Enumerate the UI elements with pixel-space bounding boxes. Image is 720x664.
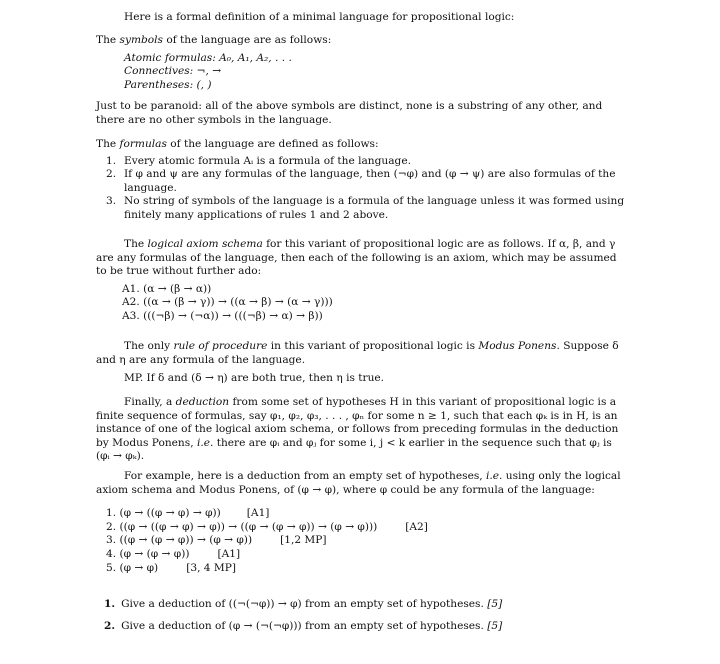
axioms-section xyxy=(96,238,626,324)
axiom-a1: A1. (α → (β → α)) xyxy=(122,282,212,295)
question-2: 2. Give a deduction of (φ → (¬(¬φ))) from an empty set of hypotheses. [5] xyxy=(104,620,503,632)
example-lead: For example, here is a deduction from an empty set of hypotheses, i.e. using only the logical axiom schema and Modus Ponens, of (φ → φ), where φ could be any formula of the language: xyxy=(96,470,621,496)
paranoid-paragraph: Just to be paranoid: all of the above symbols are distinct, none is a substring of any other, and there are no other symbols in the language. xyxy=(96,100,603,126)
formula-rule: 1. Every atomic formula Aᵢ is a formula of the language. xyxy=(106,154,411,167)
deduction-step: 4. (φ → (φ → φ)) [A1] xyxy=(106,547,241,560)
rule-section xyxy=(96,340,626,386)
modus-ponens: MP. If δ and (δ → η) are both true, then η is true. xyxy=(124,372,385,385)
symbols-lead: The symbols of the language are as follows: xyxy=(96,34,332,46)
formulas-section xyxy=(96,138,626,223)
formula-rule: 3. No string of symbols of the language is a formula of the language unless it was formed using finitely many applications of rules 1 and 2 above. xyxy=(106,195,625,221)
example-section xyxy=(96,470,626,575)
deduction-paragraph: Finally, a deduction from some set of hypotheses H in this variant of propositional logic is a finite sequence of formulas, say φ₁, φ₂, φ₃, . . . , φₙ for some n ≥ 1, such that each φₖ is in H, is an instance of one of the logical axiom schema, or follows from preceding formulas in the deduction by Modus Ponens, i.e. there are φᵢ and φⱼ for some i, j < k earlier in the sequence such that φⱼ is (φᵢ → φₖ). xyxy=(96,396,619,463)
symbols-section xyxy=(96,34,626,92)
deduction-steps xyxy=(106,507,626,575)
axiom-a2: A2. ((α → (β → γ)) → ((α → β) → (α → γ))) xyxy=(122,296,333,309)
deduction-step: 5. (φ → φ) [3, 4 MP] xyxy=(106,561,237,574)
formulas-lead: The formulas of the language are defined as follows: xyxy=(96,138,379,150)
deduction-step: 3. ((φ → (φ → φ)) → (φ → φ)) [1,2 MP] xyxy=(106,534,327,547)
deduction-step: 1. (φ → ((φ → φ) → φ)) [A1] xyxy=(106,507,270,520)
formula-rule: 2. If φ and ψ are any formulas of the language, then (¬φ) and (φ → ψ) are also formulas of the language. xyxy=(106,168,616,194)
intro-paragraph: Here is a formal definition of a minimal language for propositional logic: xyxy=(124,11,515,23)
parentheses: Parentheses: (, ) xyxy=(124,78,212,91)
atomic-formulas: Atomic formulas: A₀, A₁, A₂, . . . xyxy=(124,51,292,64)
question-1: 1. Give a deduction of ((¬(¬φ)) → φ) from an empty set of hypotheses. [5] xyxy=(104,598,503,610)
connectives: Connectives: ¬, → xyxy=(124,65,222,78)
axioms-lead: The logical axiom schema for this variant of propositional logic are as follows. If α, β, and γ are any formulas of the language, then each of the following is an axiom, which may be assumed to be true without further ado: xyxy=(96,238,617,278)
rule-lead: The only rule of procedure in this variant of propositional logic is Modus Ponens. Suppose δ and η are any formula of the language. xyxy=(96,340,619,366)
axiom-a3: A3. (((¬β) → (¬α)) → (((¬β) → α) → β)) xyxy=(122,309,323,322)
deduction-step: 2. ((φ → ((φ → φ) → φ)) → ((φ → (φ → φ)) → (φ → φ))) [A2] xyxy=(106,520,428,533)
